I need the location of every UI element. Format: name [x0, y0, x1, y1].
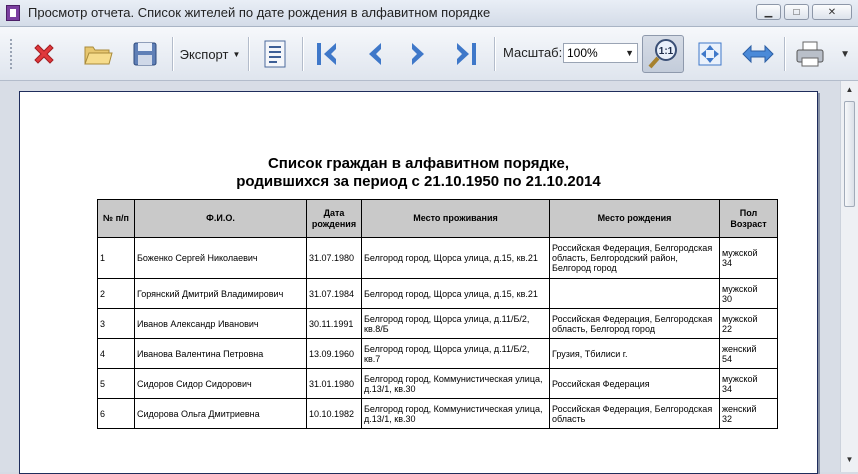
cell-sex-age [720, 238, 778, 279]
maximize-icon: □ [793, 7, 800, 18]
cell-fio: Боженко Сергей Николаевич [135, 238, 307, 279]
separator [302, 37, 304, 71]
first-page-button[interactable] [310, 35, 344, 73]
table-row [98, 309, 778, 339]
actual-size-button[interactable] [642, 35, 684, 73]
table-row [98, 339, 778, 369]
cell-residence: Белгород город, Щорса улица, д.15, кв.21 [362, 238, 550, 279]
print-icon [794, 39, 826, 69]
minimize-button[interactable] [756, 4, 781, 20]
window-title: Просмотр отчета. Список жителей по дате рождения в алфавитном порядке [28, 5, 491, 20]
toolbar-overflow-icon[interactable]: ▼ [840, 49, 850, 60]
print-button[interactable] [790, 35, 830, 73]
scroll-up-icon[interactable]: ▲ [845, 85, 854, 94]
cell-num: 2 [98, 279, 135, 309]
cell-birthplace: Российская Федерация [550, 369, 720, 399]
scroll-thumb[interactable] [844, 101, 855, 207]
column-header-sex-age: Пол Возраст [720, 200, 778, 238]
cell-num: 5 [98, 369, 135, 399]
column-header-fio: Ф.И.О. [135, 200, 307, 238]
next-page-icon [408, 39, 430, 69]
open-folder-icon [82, 39, 114, 69]
zoom-select[interactable] [563, 43, 638, 63]
table-row [98, 369, 778, 399]
app-icon [6, 5, 20, 21]
cell-sex: женский [722, 343, 757, 354]
next-page-button[interactable] [402, 35, 436, 73]
report-page [19, 91, 818, 474]
last-page-button[interactable] [448, 35, 484, 73]
cell-age: 30 [722, 293, 733, 304]
window-controls [756, 4, 852, 20]
export-label: Экспорт [179, 46, 229, 62]
close-icon: ✕ [827, 7, 837, 18]
toolbar-grip[interactable] [10, 39, 15, 69]
cell-fio: Горянский Дмитрий Владимирович [135, 279, 307, 309]
fit-width-icon [741, 39, 775, 69]
close-report-icon [29, 39, 59, 69]
separator [248, 37, 250, 71]
cell-dob: 31.07.1984 [307, 279, 362, 309]
save-icon [131, 40, 159, 68]
report-title [20, 155, 817, 191]
minimize-icon: ▁ [764, 7, 773, 18]
column-header-birthplace: Место рождения [550, 200, 720, 238]
cell-birthplace: Российская Федерация, Белгородская область, Белгородский район, Белгород город [550, 238, 720, 279]
cell-num: 4 [98, 339, 135, 369]
close-window-button[interactable] [812, 4, 852, 20]
cell-age: 22 [722, 323, 733, 334]
separator [784, 37, 786, 71]
cell-fio: Сидоров Сидор Сидорович [135, 369, 307, 399]
separator [494, 37, 496, 71]
save-button[interactable] [127, 35, 163, 73]
cell-birthplace [550, 279, 720, 309]
cell-age: 54 [722, 353, 733, 364]
cell-age: 34 [722, 258, 733, 268]
svg-text:1:1: 1:1 [658, 46, 674, 57]
cell-dob: 10.10.1982 [307, 399, 362, 429]
cell-fio: Сидорова Ольга Дмитриевна [135, 399, 307, 429]
cell-dob: 30.11.1991 [307, 309, 362, 339]
fit-page-icon [695, 39, 725, 69]
fit-width-button[interactable] [738, 35, 778, 73]
cell-sex-age [720, 279, 778, 309]
separator [172, 37, 174, 71]
cell-residence: Белгород город, Щорса улица, д.15, кв.21 [362, 279, 550, 309]
zoom-value: 100% [567, 46, 598, 60]
last-page-icon [453, 39, 479, 69]
close-report-button[interactable] [24, 35, 64, 73]
cell-fio: Иванов Александр Иванович [135, 309, 307, 339]
cell-residence: Белгород город, Щорса улица, д.11/Б/2, кв.8/Б [362, 309, 550, 339]
cell-sex: женский [722, 403, 757, 414]
previous-page-button[interactable] [357, 35, 391, 73]
cell-dob: 13.09.1960 [307, 339, 362, 369]
cell-residence: Белгород город, Коммунистическая улица, д.13/1, кв.30 [362, 399, 550, 429]
cell-sex: мужской [722, 313, 758, 324]
cell-sex-age [720, 399, 778, 429]
table-row [98, 238, 778, 279]
cell-num: 6 [98, 399, 135, 429]
export-dropdown[interactable] [178, 35, 242, 73]
page-settings-button[interactable] [255, 35, 295, 73]
title-bar [0, 0, 858, 27]
zoom-label: Масштаб: [503, 45, 563, 60]
page-settings-icon [261, 39, 289, 69]
prev-page-icon [363, 39, 385, 69]
report-table [97, 199, 778, 429]
cell-sex-age [720, 309, 778, 339]
cell-dob: 31.07.1980 [307, 238, 362, 279]
cell-age: 32 [722, 413, 733, 424]
cell-sex: мужской [722, 248, 758, 258]
open-button[interactable] [78, 35, 118, 73]
column-header-dob: Дата рождения [307, 200, 362, 238]
cell-birthplace: Российская Федерация, Белгородская область, Белгород город [550, 309, 720, 339]
cell-sex-age [720, 369, 778, 399]
cell-sex-age [720, 339, 778, 369]
cell-birthplace: Грузия, Тбилиси г. [550, 339, 720, 369]
fit-page-button[interactable] [690, 35, 730, 73]
cell-residence: Белгород город, Щорса улица, д.11/Б/2, кв.7 [362, 339, 550, 369]
cell-num: 1 [98, 238, 135, 279]
cell-sex: мужской [722, 373, 758, 384]
first-page-icon [314, 39, 340, 69]
cell-fio: Иванова Валентина Петровна [135, 339, 307, 369]
table-header-row [98, 200, 778, 238]
cell-sex: мужской [722, 283, 758, 294]
report-title-line1: Список граждан в алфавитном порядке, [267, 155, 570, 172]
cell-residence: Белгород город, Коммунистическая улица, д.13/1, кв.30 [362, 369, 550, 399]
chevron-down-icon: ▼ [625, 48, 634, 58]
actual-size-icon [646, 37, 680, 71]
cell-age: 34 [722, 383, 733, 394]
report-preview-area [0, 81, 858, 472]
scroll-down-icon[interactable]: ▼ [845, 455, 854, 464]
column-header-residence: Место проживания [362, 200, 550, 238]
vertical-scrollbar[interactable] [840, 81, 858, 472]
table-row [98, 399, 778, 429]
table-row [98, 279, 778, 309]
toolbar [0, 27, 858, 81]
cell-birthplace: Российская Федерация, Белгородская область [550, 399, 720, 429]
maximize-button[interactable] [784, 4, 809, 20]
cell-dob: 31.01.1980 [307, 369, 362, 399]
chevron-down-icon: ▼ [232, 49, 241, 59]
report-title-line2: родившихся за период с 21.10.1950 по 21.10.2014 [236, 173, 601, 190]
cell-num: 3 [98, 309, 135, 339]
column-header-num: № п/п [98, 200, 135, 238]
